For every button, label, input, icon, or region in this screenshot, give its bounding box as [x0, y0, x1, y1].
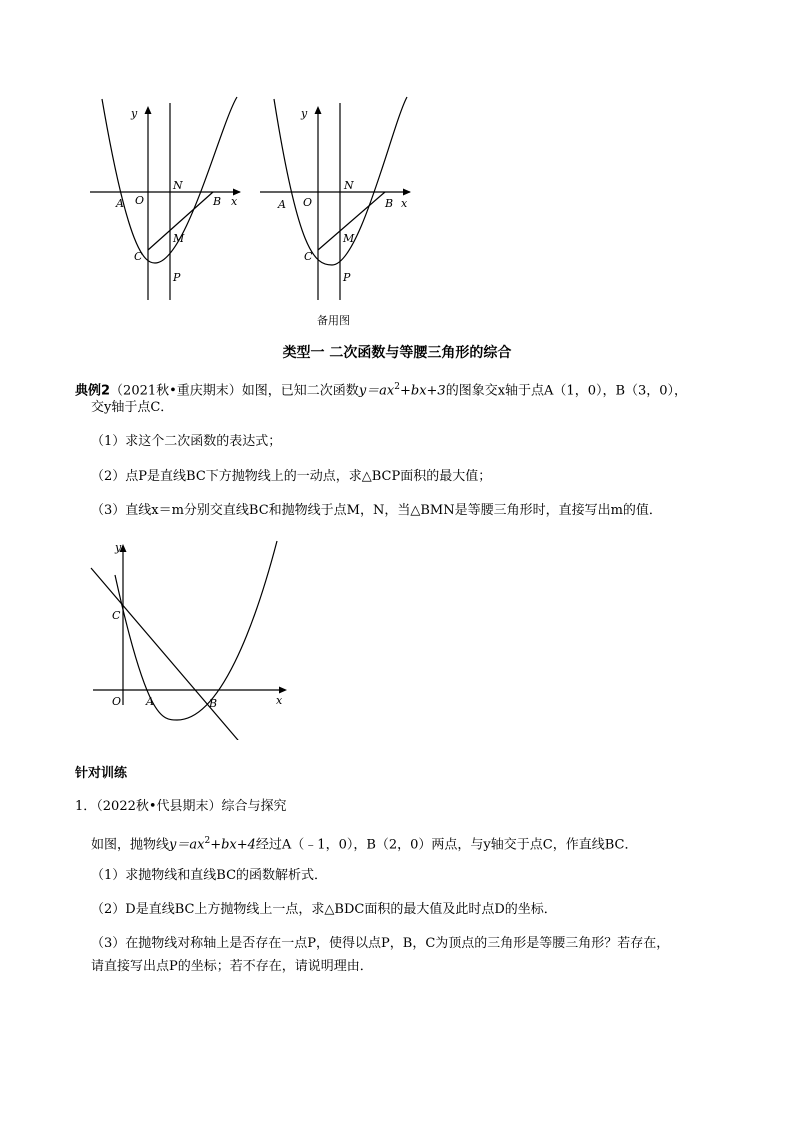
example2-label: 典例2	[75, 383, 111, 399]
figure-example2	[85, 535, 295, 740]
label-O: O	[112, 695, 122, 708]
example2-q1: （1）求这个二次函数的表达式；	[91, 434, 282, 449]
label-y: y	[301, 107, 308, 120]
training-intro: 如图，抛物线$y=ax^2+bx+4$经过A（﹣1，0），B（2，0）两点，与y轴交于点C，作直线BC．	[91, 836, 638, 853]
example2-line1: 典例2（2021秋•重庆期末）如图，已知二次函数$y=ax^2+bx+3$的图象交x轴于点A（1，0），B（3，0），	[75, 382, 688, 399]
label-x: x	[401, 197, 408, 210]
section-title: 类型一 二次函数与等腰三角形的综合	[282, 345, 512, 361]
label-B: B	[209, 697, 218, 710]
label-O: O	[303, 196, 313, 209]
training-q3-line2: 请直接写出点P的坐标；若不存在，请说明理由．	[91, 959, 373, 974]
label-B: B	[213, 195, 222, 208]
label-A: A	[116, 197, 124, 210]
label-x: x	[231, 195, 238, 208]
label-x: x	[276, 694, 283, 707]
label-C: C	[112, 609, 121, 622]
training-q3-line1: （3）在抛物线对称轴上是否存在一点P，使得以点P，B，C为顶点的三角形是等腰三角形？若存在，	[91, 936, 670, 951]
label-M: M	[173, 232, 185, 245]
label-N: N	[173, 179, 183, 192]
example2-q2: （2）点P是直线BC下方抛物线上的一动点，求△BCP面积的最大值；	[91, 469, 492, 484]
label-P: P	[173, 271, 181, 284]
label-A: A	[278, 198, 286, 211]
figure-backup	[250, 95, 420, 305]
label-y: y	[131, 107, 138, 120]
label-N: N	[344, 179, 354, 192]
example2-line2: 交y轴于点C．	[91, 400, 174, 415]
label-O: O	[135, 194, 145, 207]
training-q2: （2）D是直线BC上方抛物线上一点，求△BDC面积的最大值及此时点D的坐标．	[91, 902, 557, 917]
training-q1: （1）求抛物线和直线BC的函数解析式．	[91, 868, 328, 883]
label-B: B	[385, 197, 394, 210]
training-heading: 针对训练	[75, 766, 128, 781]
label-y: y	[115, 541, 122, 554]
label-C: C	[304, 250, 313, 263]
example2-q3: （3）直线x＝m分别交直线BC和抛物线于点M，N，当△BMN是等腰三角形时，直接写出m的值．	[91, 503, 662, 518]
label-P: P	[343, 271, 351, 284]
training-item-1: 1．（2022秋•代县期末）综合与探究	[75, 799, 287, 814]
figure-caption: 备用图	[317, 314, 350, 327]
label-A: A	[146, 695, 154, 708]
figure-main	[80, 95, 250, 305]
label-C: C	[134, 250, 143, 263]
label-M: M	[343, 232, 355, 245]
